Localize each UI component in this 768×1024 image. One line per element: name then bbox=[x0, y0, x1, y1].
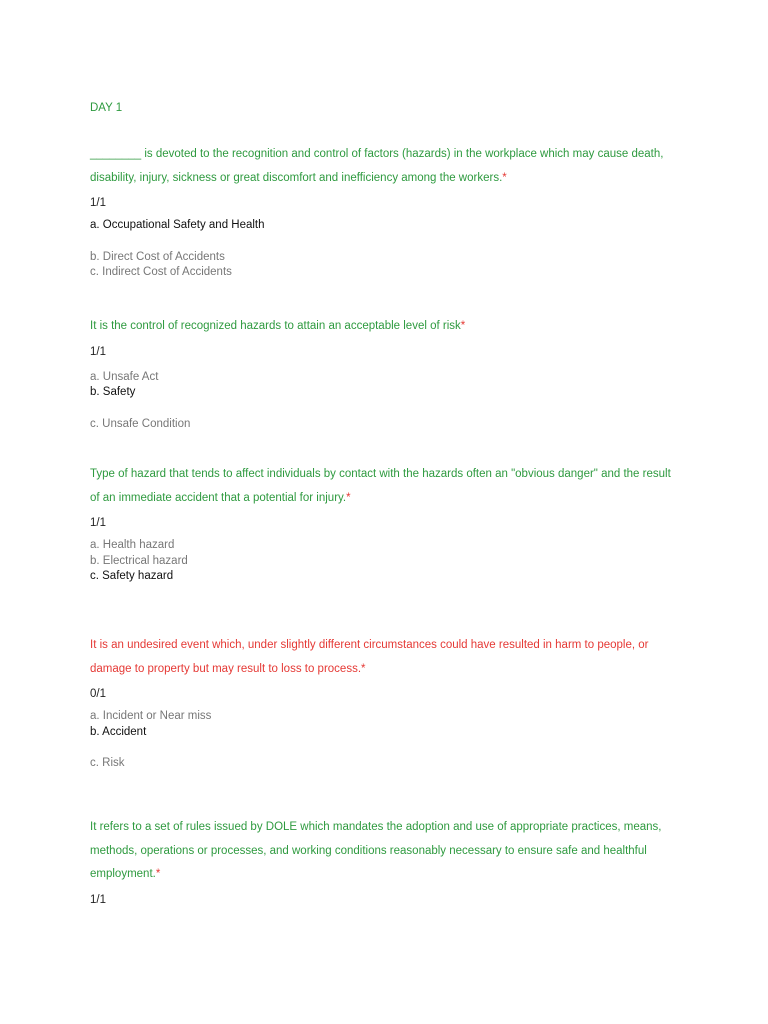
option-c: c. Risk bbox=[90, 757, 125, 769]
question-score: 1/1 bbox=[90, 893, 106, 906]
question-text bbox=[90, 143, 680, 190]
required-mark: * bbox=[502, 171, 507, 184]
question-2 bbox=[90, 315, 680, 432]
option-a: a. Incident or Near miss bbox=[90, 710, 212, 722]
question-text-body: It is the control of recognized hazards to attain an acceptable level of risk bbox=[90, 320, 461, 332]
option-c: c. Unsafe Condition bbox=[90, 417, 191, 430]
option-list bbox=[90, 370, 680, 433]
question-4 bbox=[90, 634, 680, 772]
option-b-selected: b. Safety bbox=[90, 386, 136, 398]
question-text-body: ________ is devoted to the recognition and control of factors (hazards) in the workplace which may cause death, disability, injury, sickness or great discomfort and inefficiency among the workers. bbox=[90, 148, 664, 184]
question-3 bbox=[90, 463, 680, 585]
option-b: b. Direct Cost of Accidents bbox=[90, 250, 225, 263]
question-text-body: It refers to a set of rules issued by DOLE which mandates the adoption and use of appropriate practices, means, methods, operations or processes, and working conditions reasonably necessary to ensure safe and healthful employment. bbox=[90, 821, 662, 880]
question-text-body: Type of hazard that tends to affect individuals by contact with the hazards often an "obvious danger" and the result of an immediate accident that a potential for injury. bbox=[90, 468, 671, 504]
option-a-selected: a. Occupational Safety and Health bbox=[90, 219, 265, 231]
option-c: c. Indirect Cost of Accidents bbox=[90, 266, 232, 278]
option-b: b. Electrical hazard bbox=[90, 554, 188, 567]
question-score: 1/1 bbox=[90, 517, 106, 529]
question-text bbox=[90, 463, 680, 510]
question-score: 1/1 bbox=[90, 345, 106, 358]
option-list bbox=[90, 218, 680, 281]
required-mark: * bbox=[460, 320, 466, 332]
question-text-body: It is an undesired event which, under slightly different circumstances could have resulted in harm to people, or damage to property but may result to loss to process. bbox=[90, 639, 649, 675]
option-a: a. Unsafe Act bbox=[90, 370, 159, 383]
day-title: DAY 1 bbox=[90, 102, 123, 114]
option-list bbox=[90, 538, 680, 585]
option-b-selected: b. Accident bbox=[90, 725, 147, 738]
question-score: 1/1 bbox=[90, 197, 106, 209]
question-score: 0/1 bbox=[90, 688, 106, 700]
question-1 bbox=[90, 143, 680, 281]
question-text bbox=[90, 634, 680, 681]
required-mark: * bbox=[361, 662, 366, 675]
option-a: a. Health hazard bbox=[90, 539, 175, 551]
question-text bbox=[90, 816, 680, 887]
option-c-selected: c. Safety hazard bbox=[90, 570, 174, 582]
option-list bbox=[90, 709, 680, 772]
required-mark: * bbox=[155, 868, 161, 880]
required-mark: * bbox=[346, 491, 351, 504]
question-5 bbox=[90, 816, 680, 909]
question-text bbox=[90, 315, 680, 339]
